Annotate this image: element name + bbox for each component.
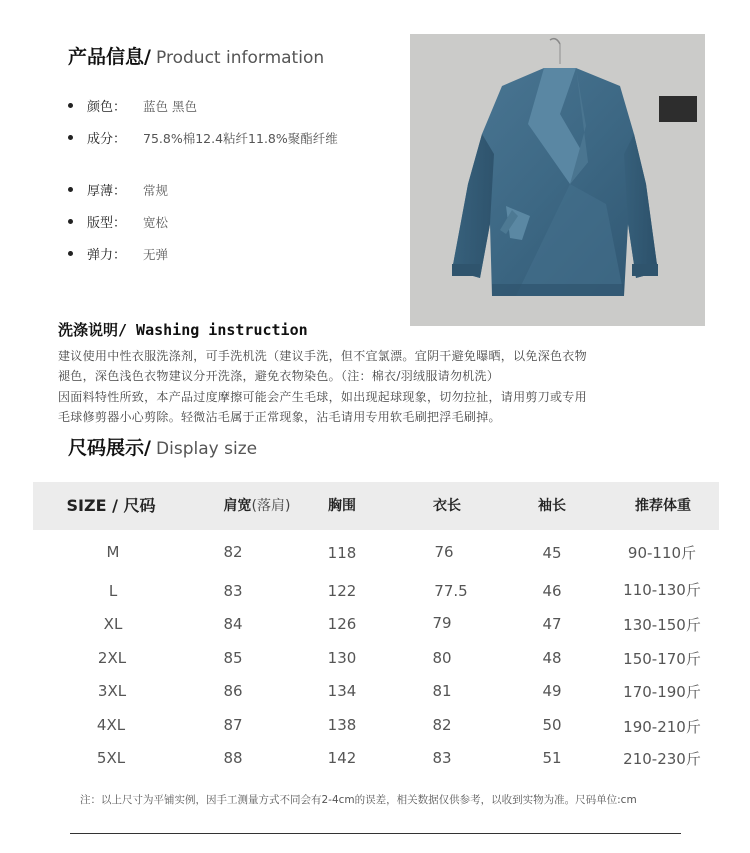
cell-chest: 130: [327, 649, 357, 667]
cell-chest: 122: [327, 582, 357, 600]
denim-jacket-illustration: [410, 34, 705, 326]
spec-thickness: [68, 180, 168, 199]
washing-line: 建议使用中性衣服洗涤剂，可手洗机洗（建议手洗，但不宜氯漂。宜阴干避免曝晒，以免深色衣物: [58, 349, 587, 363]
cell-shoulder: 83: [223, 582, 243, 600]
cell-size: 2XL: [97, 649, 127, 667]
bullet-icon: [68, 103, 73, 108]
spec-label: 版型：: [87, 216, 127, 231]
header-size: SIZE / 尺码: [66, 496, 156, 515]
cell-chest: 134: [327, 682, 357, 700]
cell-weight: 170-190斤: [623, 683, 701, 701]
cell-sleeve: 50: [542, 716, 562, 734]
cell-length: 80: [432, 649, 452, 667]
cell-chest: 118: [327, 544, 357, 562]
spec-elasticity: [68, 244, 168, 263]
header-weight: 推荐体重: [635, 498, 691, 514]
color-swatch-black: [659, 96, 697, 122]
product-info-heading: [68, 42, 324, 69]
cell-size: M: [106, 543, 120, 561]
spec-value: 宽松: [143, 214, 169, 230]
bullet-icon: [68, 135, 73, 140]
product-info-title-en: Product information: [156, 48, 325, 68]
cell-chest: 142: [327, 749, 357, 767]
spec-label: 厚薄：: [87, 184, 127, 199]
cell-sleeve: 45: [542, 544, 562, 562]
size-note: 注：以上尺寸为平铺实例，因手工测量方式不同会有2-4cm的误差，相关数据仅供参考，以收到实物为准。尺码单位:cm: [80, 794, 637, 806]
cell-weight: 210-230斤: [623, 750, 701, 768]
product-info-title-cn: 产品信息/: [68, 46, 151, 68]
spec-label: 弹力：: [87, 248, 127, 263]
bullet-icon: [68, 219, 73, 224]
bottom-divider: [70, 833, 681, 834]
cell-size: L: [108, 582, 118, 600]
cell-sleeve: 47: [542, 615, 562, 633]
cell-length: 81: [432, 682, 452, 700]
cell-shoulder: 88: [223, 749, 243, 767]
spec-value: 75.8%棉12.4粘纤11.8%聚酯纤维: [143, 130, 338, 146]
cell-weight: 190-210斤: [623, 718, 701, 736]
spec-value: 蓝色 黑色: [143, 98, 197, 114]
cell-length: 82: [432, 716, 452, 734]
cell-size: XL: [103, 615, 123, 633]
washing-text: [58, 346, 708, 427]
cell-length: 83: [432, 749, 452, 767]
cell-length: 79: [432, 614, 452, 632]
cell-size: 4XL: [96, 716, 126, 734]
washing-line: 毛球修剪器小心剪除。轻微沾毛属于正常现象，沾毛请用专用软毛刷把浮毛刷掉。: [58, 410, 501, 424]
spec-composition: [68, 128, 338, 147]
cell-shoulder: 87: [223, 716, 243, 734]
size-title-en: Display size: [156, 439, 258, 459]
cell-chest: 126: [327, 615, 357, 633]
header-sleeve: 袖长: [538, 498, 566, 514]
size-heading: [68, 433, 257, 460]
cell-weight: 110-130斤: [623, 581, 701, 599]
washing-line: 褪色，深色浅色衣物建议分开洗涤，避免衣物染色。（注：棉衣/羽绒服请勿机洗）: [58, 369, 500, 383]
cell-sleeve: 46: [542, 582, 562, 600]
header-chest: 胸围: [328, 498, 356, 514]
cell-shoulder: 85: [223, 649, 243, 667]
cell-shoulder: 82: [223, 543, 243, 561]
cell-size: 3XL: [97, 682, 127, 700]
size-title-cn: 尺码展示/: [68, 437, 151, 459]
cell-sleeve: 51: [542, 749, 562, 767]
cell-length: 77.5: [434, 582, 468, 600]
cell-sleeve: 49: [542, 682, 562, 700]
spec-value: 无弹: [143, 246, 169, 262]
spec-value: 常规: [143, 182, 169, 198]
washing-line: 因面料特性所致，本产品过度摩擦可能会产生毛球，如出现起球现象，切勿拉扯，请用剪刀或专用: [58, 390, 587, 404]
cell-sleeve: 48: [542, 649, 562, 667]
cell-size: 5XL: [96, 749, 126, 767]
cell-weight: 90-110斤: [627, 544, 697, 562]
bullet-icon: [68, 251, 73, 256]
size-table-header: [33, 482, 719, 530]
cell-weight: 150-170斤: [623, 650, 701, 668]
header-shoulder: 肩宽(落肩): [223, 498, 291, 514]
spec-label: 颜色：: [87, 100, 127, 115]
spec-fit: [68, 212, 168, 231]
washing-title: 洗涤说明/ Washing instruction: [58, 321, 308, 339]
product-photo: [410, 34, 705, 326]
cell-shoulder: 86: [223, 682, 243, 700]
bullet-icon: [68, 187, 73, 192]
spec-label: 成分：: [87, 132, 127, 147]
cell-shoulder: 84: [223, 615, 243, 633]
spec-color: [68, 96, 197, 115]
header-length: 衣长: [433, 498, 461, 514]
cell-length: 76: [434, 543, 454, 561]
cell-chest: 138: [327, 716, 357, 734]
cell-weight: 130-150斤: [623, 616, 701, 634]
